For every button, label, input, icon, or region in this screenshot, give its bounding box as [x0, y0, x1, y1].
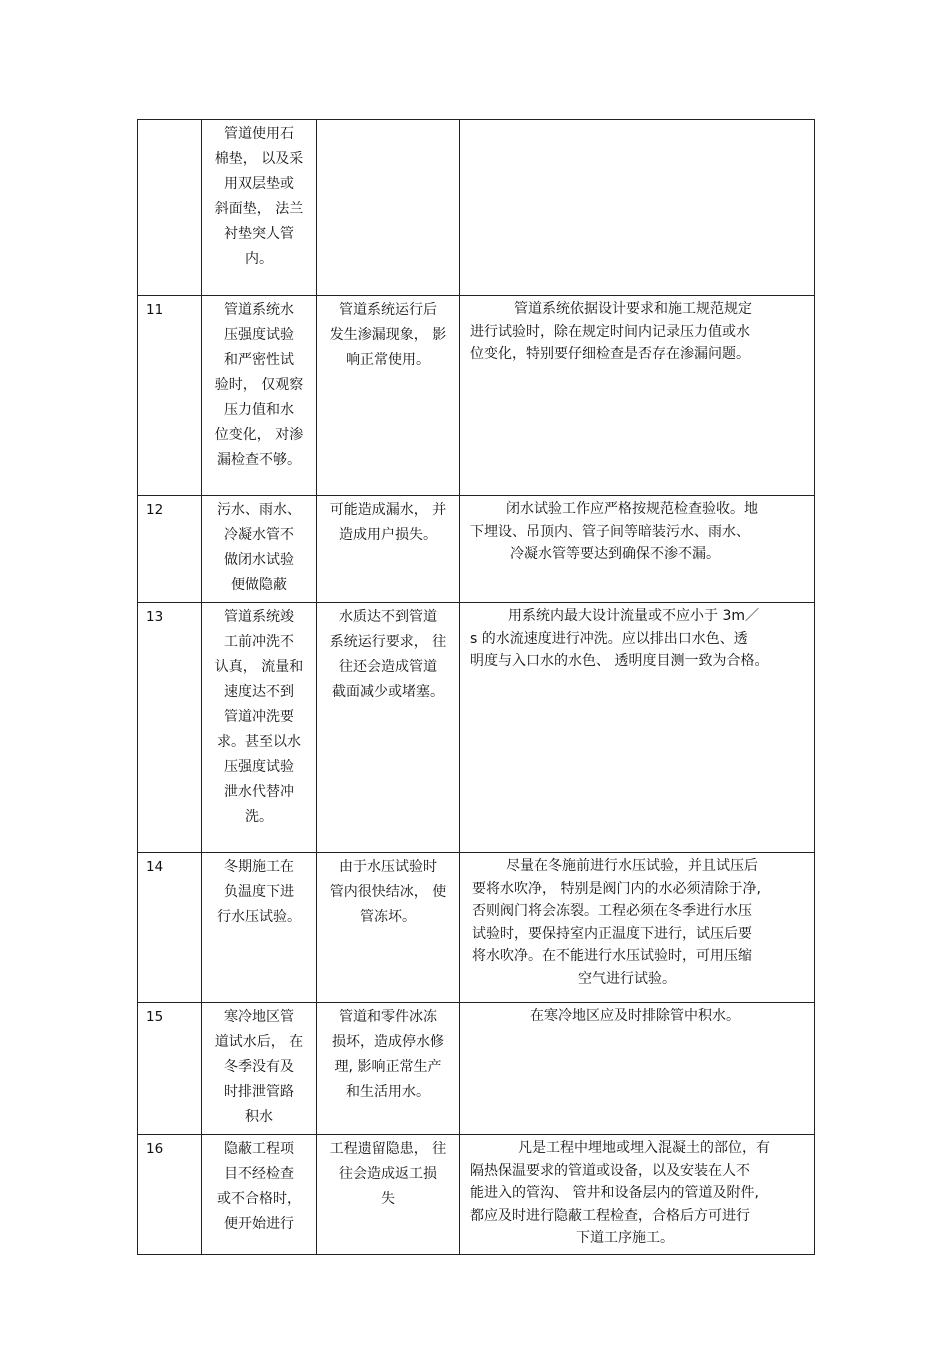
measure-line: 进行试验时，除在规定时间内记录压力值或水 — [470, 323, 750, 340]
defect-effect: 水质达不到管道 系统运行要求， 往 往还会造成管道 截面减少或堵塞。 — [317, 603, 460, 853]
defect-effect: 管道和零件冰冻 损坏，造成停水修 理, 影响正常生产 和生活用水。 — [317, 1003, 460, 1135]
table-row — [138, 1135, 815, 1255]
defect-cause: 寒冷地区管 道试水后， 在 冬季没有及 时排泄管路 积水 — [202, 1003, 317, 1135]
defect-effect: 工程遗留隐患， 往 往会造成返工损 失 — [317, 1135, 460, 1255]
prevention-measure — [460, 120, 815, 296]
measure-line: 尽量在冬施前进行水压试验，并且试压后 — [506, 858, 758, 874]
row-number: 14 — [138, 853, 202, 1003]
prevention-measure — [460, 1135, 815, 1255]
defect-cause: 冬期施工在 负温度下进 行水压试验。 — [202, 853, 317, 1003]
prevention-measure — [460, 496, 815, 603]
table-row — [138, 120, 815, 296]
prevention-measure — [460, 1003, 815, 1135]
measure-line: 明度与入口水的水色、 透明度目测一致为合格。 — [470, 653, 769, 669]
prevention-measure — [460, 603, 815, 853]
defects-table — [137, 119, 815, 1255]
defect-effect: 管道系统运行后 发生渗漏现象， 影 响正常使用。 — [317, 296, 460, 496]
table-row — [138, 296, 815, 496]
row-number: 15 — [138, 1003, 202, 1135]
defect-effect: 由于水压试验时 管内很快结冰， 使 管冻坏。 — [317, 853, 460, 1003]
measure-line: 否则阀门将会冻裂。工程必须在冬季进行水压 — [472, 903, 752, 919]
row-number — [138, 120, 202, 296]
measure-line: 在寒冷地区应及时排除管中积水。 — [530, 1008, 740, 1024]
measure-line: 闭水试验工作应严格按规范检查验收。地 — [506, 501, 758, 517]
table-row — [138, 603, 815, 853]
defect-cause: 管道使用石 棉垫， 以及采 用双层垫或 斜面垫， 法兰 衬垫突人管 内。 — [202, 120, 317, 296]
measure-line: 试验时，要保持室内正温度下进行，试压后要 — [472, 925, 752, 942]
row-number: 12 — [138, 496, 202, 603]
measure-line: 管道系统依据设计要求和施工规范规定 — [514, 301, 752, 317]
defect-cause: 隐蔽工程项 目不经检查 或不合格时， 便开始进行 — [202, 1135, 317, 1255]
table-row — [138, 1003, 815, 1135]
defect-cause: 污水、雨水、 冷凝水管不 做闭水试验 便做隐蔽 — [202, 496, 317, 603]
measure-line: 冷凝水管等要达到确保不渗不漏。 — [510, 546, 720, 562]
table-row — [138, 496, 815, 603]
measure-line: s 的水流速度进行冲洗。应以排出口水色、透 — [470, 630, 748, 647]
measure-line: 都应及时进行隐蔽工程检查，合格后方可进行 — [470, 1207, 750, 1224]
measure-line: 要将水吹净， 特别是阀门内的水必须清除于净, — [472, 880, 761, 897]
prevention-measure — [460, 296, 815, 496]
row-number: 13 — [138, 603, 202, 853]
table-row — [138, 853, 815, 1003]
defect-effect — [317, 120, 460, 296]
measure-line: 位变化，特别要仔细检查是否存在渗漏问题。 — [470, 346, 750, 362]
measure-line: 凡是工程中埋地或埋入混凝土的部位，有 — [518, 1140, 770, 1156]
defect-effect: 可能造成漏水， 并 造成用户损失。 — [317, 496, 460, 603]
measure-line: 能进入的管沟、 管井和设备层内的管道及附件, — [470, 1185, 759, 1201]
defect-cause: 管道系统竣 工前冲洗不 认真， 流量和 速度达不到 管道冲洗要 求。甚至以水 压强度试验 泄水代替冲 洗。 — [202, 603, 317, 853]
defect-cause: 管道系统水 压强度试验 和严密性试 验时， 仅观察 压力值和水 位变化， 对渗 漏检查不够。 — [202, 296, 317, 496]
measure-line: 空气进行试验。 — [578, 970, 676, 987]
row-number: 11 — [138, 296, 202, 496]
prevention-measure — [460, 853, 815, 1003]
measure-line: 下埋设、吊顶内、管子间等暗装污水、雨水、 — [470, 523, 750, 540]
measure-line: 将水吹净。在不能进行水压试验时，可用压缩 — [472, 948, 752, 964]
measure-line: 下道工序施工。 — [576, 1230, 674, 1246]
row-number: 16 — [138, 1135, 202, 1255]
measure-line: 隔热保温要求的管道或设备，以及安装在人不 — [470, 1162, 750, 1179]
measure-line: 用系统内最大设计流量或不应小于 3m／ — [508, 608, 759, 624]
